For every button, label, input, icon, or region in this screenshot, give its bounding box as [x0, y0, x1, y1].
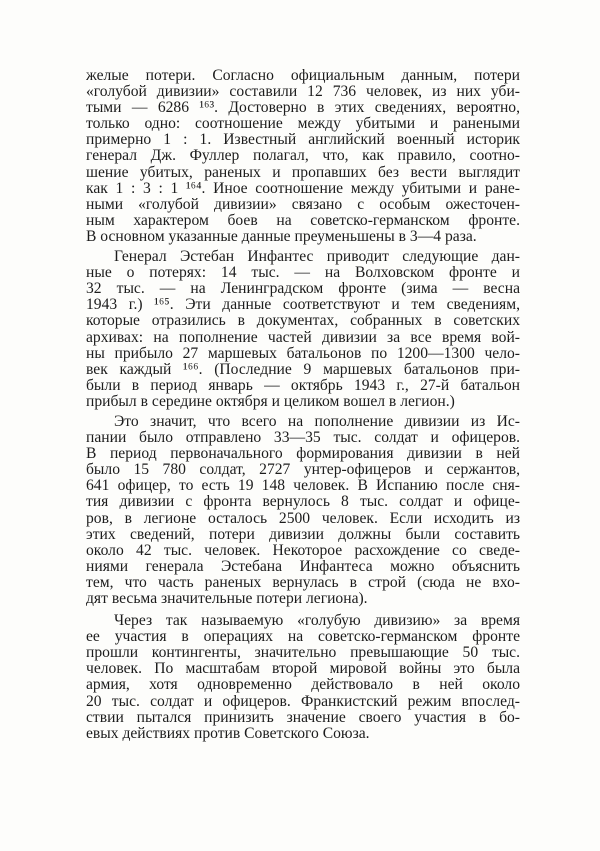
- text-line: 20 тыс. солдат и офицеров. Франкистский режим впослед-: [86, 693, 520, 710]
- text-line: Это значит, что всего на пополнение дивизии из Ис-: [114, 413, 520, 430]
- text-line: «голубой дивизии» составили 12 736 человек, из них уби-: [86, 84, 520, 101]
- text-line: желые потери. Согласно официальным данным, потери: [86, 68, 520, 84]
- paragraph-2: [86, 249, 520, 410]
- text-line: этих сведений, потери дивизии должны были составить: [86, 526, 520, 543]
- text-line: ны прибыло 27 маршевых батальонов по 1200—1300 чело-: [86, 345, 520, 362]
- text-line: прошли контингенты, значительно превышающие 50 тыс.: [86, 645, 520, 662]
- text-line: тия дивизии с фронта вернулось 8 тыс. солдат и офице-: [86, 494, 520, 511]
- text-line: В период первоначального формирования дивизии в ней: [86, 446, 520, 463]
- text-line: пании было отправлено 33—35 тыс. солдат и офицеров.: [86, 430, 520, 447]
- text-line: тем, что часть раненых вернулась в строй (сюда не вхо-: [86, 574, 520, 591]
- paragraph-4: [86, 613, 520, 742]
- text-line: около 42 тыс. человек. Некоторое расхождение со сведе-: [86, 542, 520, 559]
- text-line: генерал Дж. Фуллер полагал, что, как правило, соотно-: [86, 148, 520, 165]
- text-line: евых действиях против Советского Союза.: [86, 725, 370, 742]
- text-line: которые отразились в документах, собранных в советских: [86, 313, 520, 330]
- text-line: примерно 1 : 1. Известный английский военный историк: [86, 132, 520, 149]
- text-line: 1943 г.) ¹⁶⁵. Эти данные соответствуют и тем сведениям,: [86, 297, 520, 314]
- text-line: прибыл в середине октября и целиком вошел в легион.): [86, 393, 455, 410]
- paragraph-1: [86, 68, 520, 245]
- text-line: были в период январь — октябрь 1943 г., 27-й батальон: [86, 377, 520, 394]
- text-line: ее участия в операциях на советско-германском фронте: [86, 629, 520, 646]
- body-text: [86, 68, 520, 746]
- text-line: 32 тыс. — на Ленинградском фронте (зима — весна: [86, 281, 520, 298]
- text-line: 641 офицер, то есть 19 148 человек. В Испанию после сня-: [86, 478, 520, 495]
- text-line: Через так называемую «голубую дивизию» за время: [114, 613, 520, 630]
- text-line: ров, в легионе осталось 2500 человек. Если исходить из: [86, 510, 520, 527]
- text-line: тыми — 6286 ¹⁶³. Достоверно в этих сведениях, вероятно,: [86, 100, 520, 117]
- text-line: ными «голубой дивизии» связано с особым ожесточен-: [86, 196, 520, 213]
- text-line: дят весьма значительные потери легиона).: [86, 591, 368, 607]
- text-line: В основном указанные данные преуменьшены в 3—4 раза.: [86, 228, 477, 245]
- text-line: век каждый ¹⁶⁶. (Последние 9 маршевых батальонов при-: [86, 361, 520, 378]
- text-line: армия, хотя одновременно действовало в ней около: [86, 677, 520, 694]
- text-line: только одно: соотношение между убитыми и ранеными: [86, 116, 520, 133]
- paragraph-3: [86, 414, 520, 607]
- text-line: было 15 780 солдат, 2727 унтер-офицеров и сержантов,: [86, 462, 520, 479]
- text-line: архивах: на пополнение частей дивизии за все время вой-: [86, 329, 520, 346]
- text-line: ствии пытался принизить значение своего участия в бо-: [86, 709, 520, 726]
- text-line: Генерал Эстебан Инфантес приводит следующие дан-: [114, 249, 520, 266]
- text-line: как 1 : 3 : 1 ¹⁶⁴. Иное соотношение между убитыми и ране-: [86, 180, 520, 197]
- text-line: ные о потерях: 14 тыс. — на Волховском фронте и: [86, 265, 520, 282]
- text-line: ниями генерала Эстебана Инфантеса можно объяснить: [86, 558, 520, 575]
- text-line: человек. По масштабам второй мировой войны это была: [86, 661, 520, 678]
- text-line: шение убитых, раненых и пропавших без вести выглядит: [86, 164, 520, 181]
- text-line: ным характером боев на советско-германском фронте.: [86, 212, 520, 229]
